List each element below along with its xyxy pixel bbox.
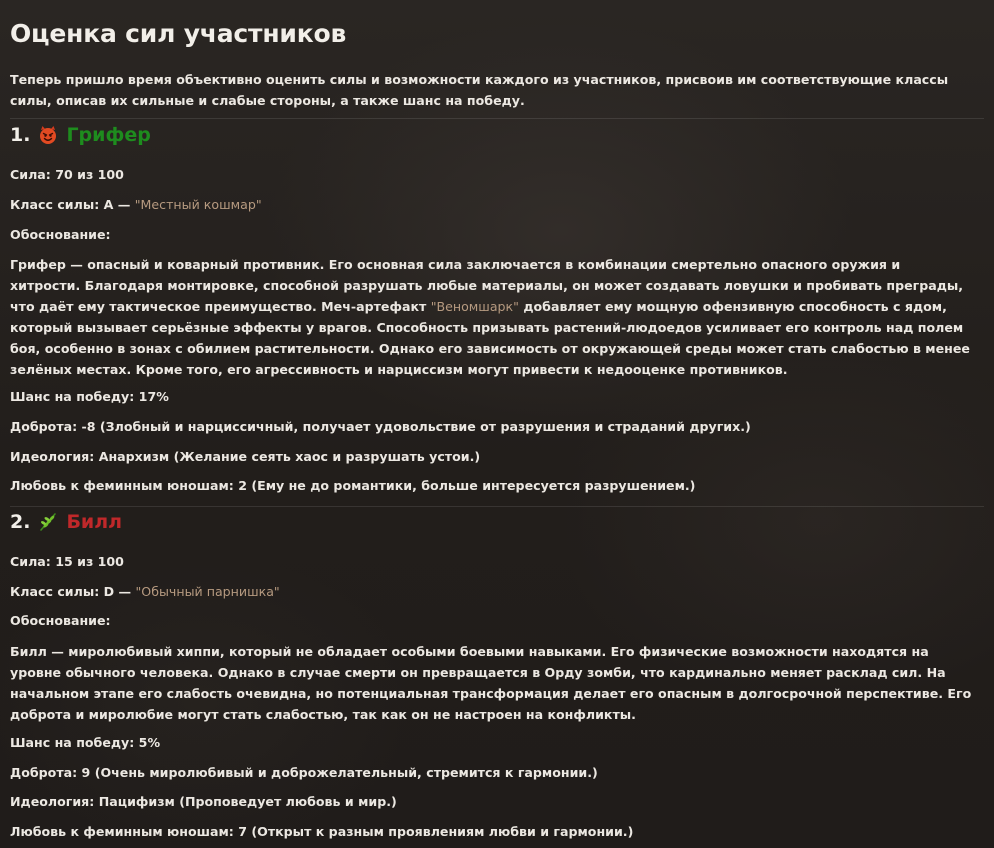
rationale-quote: "Веномшарк" bbox=[430, 299, 519, 314]
strength-line: Сила: 70 из 100 bbox=[10, 167, 124, 182]
win-chance-line: Шанс на победу: 5% bbox=[10, 735, 161, 750]
rationale-paragraph bbox=[10, 254, 972, 380]
devil-face-icon bbox=[38, 125, 58, 145]
divider bbox=[10, 506, 984, 507]
herb-leaf-icon bbox=[38, 512, 58, 532]
strength-line: Сила: 15 из 100 bbox=[10, 554, 124, 569]
kindness-line: Доброта: 9 (Очень миролюбивый и доброжелательный, стремится к гармонии.) bbox=[10, 765, 598, 780]
class-prefix: Класс силы: D — bbox=[10, 584, 136, 599]
rationale-text-continued: добавляет ему мощную офензивную способность с ядом, который вызывает серьёзные эффекты у врагов. Способность призывать растений-людоедов усиливает его контроль над полем боя, особенно в зонах с обилием растительности. Однако его зависимость от окружающей среды может стать слабостью в менее зелёных местах. Кроме того, его агрессивность и нарциссизм могут привести к недооценке противников. bbox=[10, 299, 970, 377]
kindness-line: Доброта: -8 (Злобный и нарциссичный, получает удовольствие от разрушения и страданий других.) bbox=[10, 419, 751, 434]
divider bbox=[10, 118, 984, 119]
participant-heading bbox=[10, 124, 151, 146]
participant-heading bbox=[10, 511, 122, 533]
love-line: Любовь к феминным юношам: 7 (Открыт к разным проявлениям любви и гармонии.) bbox=[10, 824, 634, 839]
class-line bbox=[10, 583, 280, 601]
class-quote: "Местный кошмар" bbox=[134, 197, 262, 212]
rationale-text: Билл — миролюбивый хиппи, который не обладает особыми боевыми навыками. Его физические возможности находятся на уровне обычного человека. Однако в случае смерти он превращается в Орду зомби, что кардинально меняет расклад сил. На начальном этапе его слабость очевидна, но потенциальная трансформация делает его опасным в долгосрочной перспективе. Его доброта и миролюбие могут стать слабостью, так как он не настроен на конфликты. bbox=[10, 644, 972, 722]
participant-number: 1. bbox=[10, 124, 31, 146]
ideology-line: Идеология: Анархизм (Желание сеять хаос и разрушать устои.) bbox=[10, 449, 481, 464]
intro-paragraph: Теперь пришло время объективно оценить силы и возможности каждого из участников, присвоив им соответствующие классы силы, описав их сильные и слабые стороны, а также шанс на победу. bbox=[10, 72, 949, 108]
rationale-label: Обоснование: bbox=[10, 613, 111, 628]
class-prefix: Класс силы: A — bbox=[10, 197, 135, 212]
class-quote: "Обычный парнишка" bbox=[135, 584, 280, 599]
rationale-paragraph bbox=[10, 641, 972, 725]
rationale-label: Обоснование: bbox=[10, 227, 111, 242]
participant-name: Билл bbox=[66, 511, 123, 533]
rationale-text: Грифер — опасный и коварный противник. Его основная сила заключается в комбинации смертельно опасного оружия и хитрости. Благодаря монтировке, способной разрушать любые материалы, он может создавать ловушки и пробивать преграды, что даёт ему тактическое преимущество. Меч-артефакт bbox=[10, 257, 964, 314]
class-line bbox=[10, 196, 262, 214]
ideology-line: Идеология: Пацифизм (Проповедует любовь и мир.) bbox=[10, 794, 397, 809]
page-title: Оценка сил участников bbox=[10, 19, 347, 48]
participant-name: Грифер bbox=[66, 124, 151, 146]
win-chance-line: Шанс на победу: 17% bbox=[10, 389, 169, 404]
love-line: Любовь к феминным юношам: 2 (Ему не до романтики, больше интересуется разрушением.) bbox=[10, 478, 696, 493]
participant-number: 2. bbox=[10, 511, 31, 533]
